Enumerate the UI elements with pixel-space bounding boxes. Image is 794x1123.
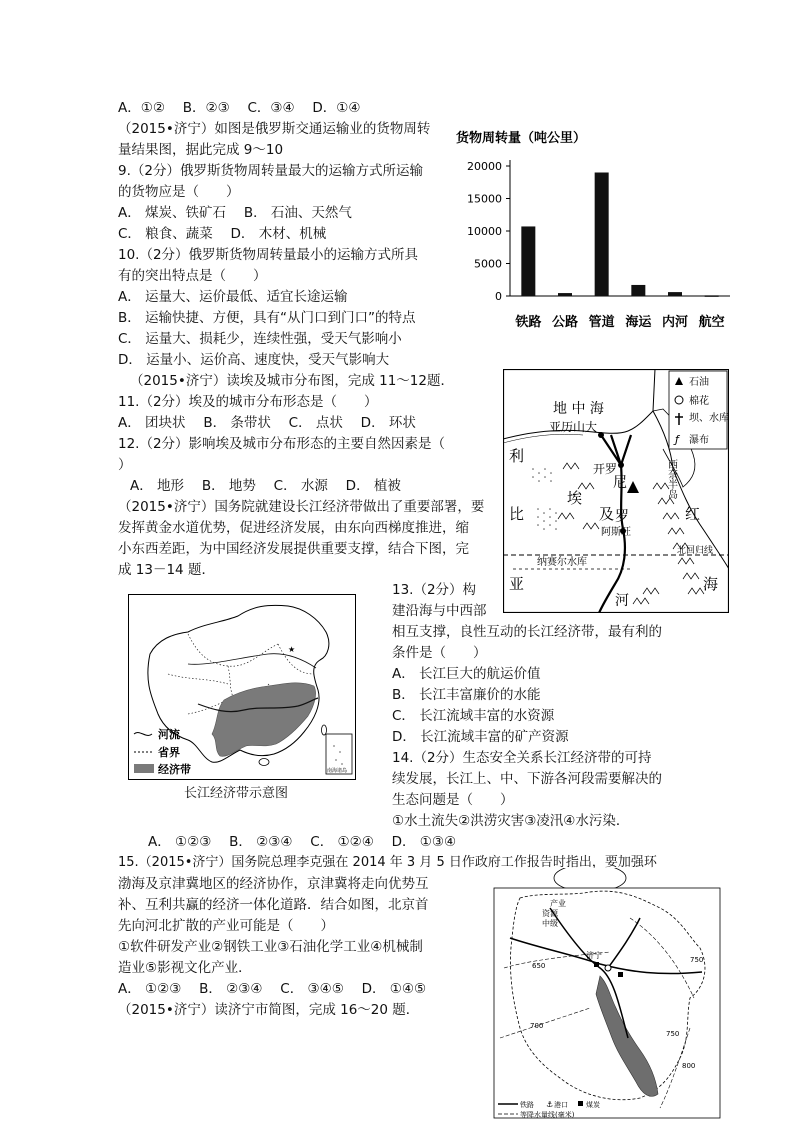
label-red-sea-1: 红: [685, 505, 701, 523]
q8-options: A．①② B．②③ C．③④ D．①④: [118, 100, 361, 116]
legend-coal: 煤炭: [586, 1101, 600, 1109]
q12-options: A． 地形 B． 地势 C． 水源 D． 植被: [130, 478, 401, 494]
y-tick-label: 0: [495, 290, 502, 303]
label-cairo: 开罗: [593, 462, 618, 476]
q15-stem-line3: 补、互利共赢的经济一体化道路．结合如图，北京首: [118, 897, 429, 913]
label-nasser: 纳赛尔水库: [537, 557, 587, 568]
bar-航空: [705, 295, 719, 297]
q15-stem-line5: ①软件研发产业②钢铁工业③石油化学工业④机械制: [118, 939, 423, 955]
y-tick-label: 10000: [467, 225, 502, 238]
q10-stem-line1: 10.（2分）俄罗斯货物周转量最小的运输方式所具: [118, 247, 419, 263]
q13-stem-line3: 相互支撑，良性互动的长江经济带，最有利的: [392, 624, 662, 640]
coal-legend-icon: [578, 1101, 583, 1106]
legend-cotton: 棉花: [689, 396, 709, 407]
label-resource: 资源: [542, 909, 558, 918]
q15-stem-line2: 渤海及京津冀地区的经济协作，京津冀将走向优势互: [118, 876, 429, 892]
q13-option-a: A． 长江巨大的航运价值: [392, 666, 541, 682]
intro-13-14-line4: 成 13－14 题．: [118, 562, 215, 578]
x-category-label: 公路: [551, 315, 579, 330]
label-red-sea-2: 海: [703, 575, 719, 593]
isohyet-700: 700: [530, 1022, 544, 1030]
x-category-label: 铁路: [515, 315, 542, 330]
intro-13-14-line2: 发挥黄金水道优势，促进经济发展，由东向西梯度推进，缩: [118, 520, 469, 536]
q14-stem-line1: 14.（2分）生态安全关系长江经济带的可持: [392, 750, 652, 766]
isohyet-750-east: 750: [690, 956, 704, 964]
egypt-city-map: [503, 369, 729, 613]
q12-stem-line2: ）: [118, 457, 132, 473]
q9-options-cd: C． 粮食、蔬菜 D． 木材、机械: [118, 226, 327, 242]
isohyet-800: 800: [682, 1062, 696, 1070]
q15-stem-line4: 先向河北扩散的产业可能是（ ）: [118, 918, 334, 934]
label-libya-3: 亚: [509, 575, 525, 593]
isohyet-750-south: 750: [666, 1030, 680, 1038]
legend-belt: 经济带: [158, 763, 191, 776]
label-nile-3: 河: [615, 593, 629, 609]
freight-turnover-bar-chart: [448, 122, 738, 342]
port-legend-icon: ⚓: [546, 1100, 554, 1109]
chart-title: 货物周转量（吨公里）: [456, 131, 587, 146]
q13-stem-line1: 13.（2分）构: [392, 582, 477, 598]
label-industry: 产业: [550, 899, 566, 908]
q9-stem-line2: 的货物应是（ ）: [118, 184, 240, 200]
y-tick-label: 5000: [474, 257, 502, 271]
legend-isohyet: 等降水量线(毫米): [520, 1111, 575, 1119]
q15-stem-line6: 造业⑤影视文化产业．: [118, 960, 252, 976]
q14-options: A． ①②③ B． ②③④ C． ①②④ D． ①③④: [148, 834, 457, 850]
q14-stem-line2: 续发展，长江上、中、下游各河段需要解决的: [392, 771, 662, 787]
x-category-label: 管道: [588, 315, 615, 330]
q10-option-a: A． 运量大、运价最低、适宜长途运输: [118, 289, 348, 305]
label-egypt-1: 埃: [567, 489, 583, 507]
x-category-label: 内河: [661, 315, 689, 330]
intro-9-10-line1: （2015•济宁）如图是俄罗斯交通运输业的货物周转: [118, 121, 431, 137]
q15-options: A． ①②③ B． ②③④ C． ③④⑤ D． ①④⑤: [118, 981, 427, 997]
intro-13-14-line3: 小东西差距，为中国经济发展提供重要支撑，结合下图，完: [118, 541, 469, 557]
q11-options: A． 团块状 B． 条带状 C． 点状 D． 环状: [118, 415, 416, 431]
beijing-star-icon: ★: [288, 645, 296, 654]
intro-9-10-line2: 量结果图，据此完成 9～10: [118, 142, 284, 158]
legend-waterfall: 瀑布: [689, 435, 709, 446]
label-libya-2: 比: [509, 505, 525, 523]
economic-belt-legend-icon: [134, 764, 154, 773]
q15-stem-line1: 15.（2015•济宁）国务院总理李克强在 2014 年 3 月 5 日作政府工作报告时指出，要加强环: [118, 855, 657, 870]
bar-公路: [558, 293, 572, 296]
label-aswan: 阿斯旺: [601, 527, 631, 538]
intro-16-20: （2015•济宁）读济宁市简图，完成 16～20 题．: [118, 1002, 420, 1018]
q13-option-b: B． 长江丰富廉价的水能: [392, 687, 541, 703]
jining-city-map: [490, 868, 722, 1120]
legend-province: 省界: [158, 746, 180, 759]
q13-stem-line4: 条件是（ ）: [392, 645, 487, 661]
intro-11-12: （2015•济宁）读埃及城市分布图，完成 11～12题．: [130, 373, 454, 389]
q10-stem-line2: 有的突出特点是（ ）: [118, 268, 267, 284]
label-sinai: 西奈半岛: [665, 459, 677, 499]
bar-铁路: [521, 226, 535, 296]
q12-stem-line1: 12.（2分）影响埃及城市分布形态的主要自然因素是（: [118, 436, 446, 452]
label-mediterranean: 地 中 海: [553, 401, 604, 417]
legend-railway: 铁路: [520, 1101, 534, 1109]
q13-stem-line2: 建沿海与中西部: [392, 603, 487, 619]
q10-option-d: D． 运量小、运价高、速度快，受天气影响大: [118, 352, 390, 368]
label-nile-2: 罗: [615, 509, 629, 525]
china-yangtze-economic-belt-map: [128, 594, 356, 780]
q10-option-b: B． 运输快捷、方便，具有“从门口到门口”的特点: [118, 310, 416, 326]
label-egypt-2: 及: [599, 505, 615, 523]
x-category-label: 海运: [625, 315, 652, 330]
inset-label: 南海诸岛: [327, 768, 348, 774]
label-jining: 济宁: [586, 951, 602, 960]
intro-13-14-line1: （2015•济宁）国务院就建设长江经济带做出了重要部署，要: [118, 499, 485, 515]
china-map-caption: 长江经济带示意图: [184, 786, 289, 801]
bar-海运: [631, 285, 645, 296]
legend-dam: 坝、水库: [689, 413, 729, 424]
legend-oil: 石油: [689, 377, 709, 388]
waterfall-legend-icon: ƒ: [675, 433, 679, 446]
q14-stem-line3: 生态问题是（ ）: [392, 792, 514, 808]
q9-options-ab: A． 煤炭、铁矿石 B． 石油、天然气: [118, 205, 352, 221]
isohyet-650: 650: [532, 962, 546, 970]
q14-stem-line4: ①水土流失②洪涝灾害③凌汛④水污染．: [392, 813, 630, 829]
q9-stem-line1: 9.（2分）俄罗斯货物周转量最大的运输方式所运输: [118, 163, 423, 179]
label-alexandria: 亚历山大: [549, 420, 598, 434]
label-level: 中级: [542, 919, 558, 928]
bar-内河: [668, 292, 682, 296]
legend-river: 河流: [158, 728, 180, 741]
x-category-label: 航空: [698, 315, 725, 330]
label-nile-1: 尼: [613, 475, 627, 491]
y-tick-label: 15000: [467, 192, 502, 206]
bar-管道: [595, 173, 609, 297]
q13-option-d: D． 长江流域丰富的矿产资源: [392, 729, 569, 745]
y-tick-label: 20000: [467, 160, 502, 173]
legend-port: 港口: [554, 1101, 568, 1109]
label-libya-1: 利: [509, 447, 525, 465]
q13-option-c: C． 长江流域丰富的水资源: [392, 708, 555, 724]
label-tropic: 北回归线: [677, 546, 714, 556]
q11-stem: 11.（2分）埃及的城市分布形态是（ ）: [118, 394, 378, 410]
q10-option-c: C． 运量大、损耗少，连续性强，受天气影响小: [118, 331, 402, 347]
